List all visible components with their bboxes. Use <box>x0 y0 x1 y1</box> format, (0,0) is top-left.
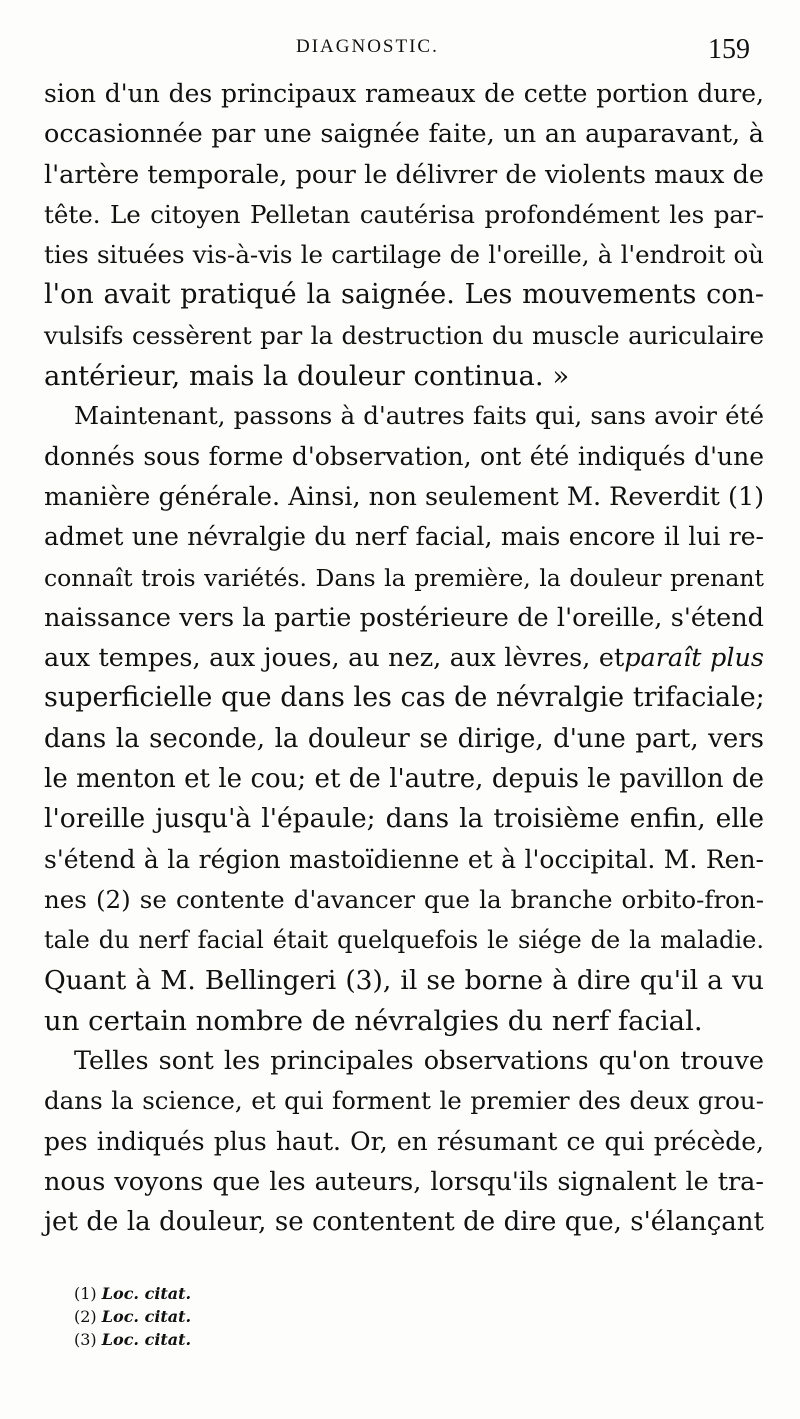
footnote-text: Loc. citat. <box>101 1330 192 1349</box>
footnote-text: Loc. citat. <box>101 1284 192 1303</box>
text-line: admet une névralgie du nerf facial, mais encore il lui re- <box>44 522 764 552</box>
text-line: ties situées vis-à-vis le cartilage de l'oreille, à l'endroit où <box>44 240 764 270</box>
text-line: donnés sous forme d'observation, ont été indiqués d'une <box>44 441 764 471</box>
text-line: tête. Le citoyen Pelletan cautérisa profondément les par- <box>44 199 764 229</box>
text-line: dans la seconde, la douleur se dirige, d'une part, vers <box>44 723 764 754</box>
footnote-2 <box>74 1305 474 1328</box>
text-line: pes indiqués plus haut. Or, en résumant ce qui précède, <box>44 1126 764 1156</box>
text-line: occasionnée par une saignée faite, un an auparavant, à <box>44 119 764 150</box>
text-line: le menton et le cou; et de l'autre, depuis le pavillon de <box>44 764 764 795</box>
text-line: un certain nombre de névralgies du nerf facial. <box>44 1004 703 1037</box>
text-line: nes (2) se contente d'avancer que la branche orbito-fron- <box>44 884 764 914</box>
text-line: tale du nerf facial était quelquefois le siége de la maladie. <box>44 926 764 955</box>
paragraph-3 <box>44 1041 764 1242</box>
text-line: dans la science, et qui forment le premier des deux grou- <box>44 1086 764 1116</box>
page-header <box>0 30 800 70</box>
page-number: 159 <box>708 34 750 65</box>
text-fragment: aux tempes, aux joues, au nez, aux lèvres, <box>44 643 591 674</box>
footnote-1 <box>74 1282 474 1305</box>
paragraph-1 <box>44 74 764 396</box>
body-text <box>44 74 764 1243</box>
text-line: l'on avait pratiqué la saignée. Les mouvements con- <box>44 279 764 311</box>
text-line: vulsifs cessèrent par la destruction du muscle auriculaire <box>44 320 764 350</box>
italic-text-line: superficielle que dans les cas de névralgie trifaciale; <box>44 682 765 714</box>
text-line: s'étend à la région mastoïdienne et à l'occipital. M. Ren- <box>44 844 764 874</box>
paragraph-2 <box>44 396 764 1041</box>
text-line: jet de la douleur, se contentent de dire que, s'élançant <box>44 1207 764 1238</box>
text-line: l'oreille jusqu'à l'épaule; dans la troisième enfin, elle <box>44 803 764 835</box>
footnote-number: (2) <box>74 1307 97 1326</box>
text-line: connaît trois variétés. Dans la première, la douleur prenant <box>44 563 764 592</box>
text-line: l'artère temporale, pour le délivrer de violents maux de <box>44 159 764 190</box>
footnote-number: (3) <box>74 1330 97 1349</box>
italic-text: paraît plus <box>624 643 765 674</box>
text-line: manière générale. Ainsi, non seulement M. Reverdit (1) <box>44 481 765 512</box>
text-line: Maintenant, passons à d'autres faits qui, sans avoir été <box>74 401 764 431</box>
text-line: Telles sont les principales observations qu'on trouve <box>74 1046 764 1077</box>
footnote-text: Loc. citat. <box>101 1307 192 1326</box>
text-line: Quant à M. Bellingeri (3), il se borne à dire qu'il a vu <box>44 964 764 996</box>
text-line-mixed <box>44 638 764 678</box>
text-line: sion d'un des principaux rameaux de cette portion dure, <box>44 79 764 108</box>
footnote-number: (1) <box>74 1284 97 1303</box>
footnote-3 <box>74 1328 474 1351</box>
text-fragment: et <box>598 643 625 674</box>
text-line: naissance vers la partie postérieure de l'oreille, s'étend <box>44 602 764 633</box>
running-title: DIAGNOSTIC. <box>296 36 439 57</box>
text-line: nous voyons que les auteurs, lorsqu'ils signalent le tra- <box>44 1167 764 1198</box>
footnotes <box>74 1282 474 1351</box>
text-line: antérieur, mais la douleur continua. » <box>44 360 570 393</box>
